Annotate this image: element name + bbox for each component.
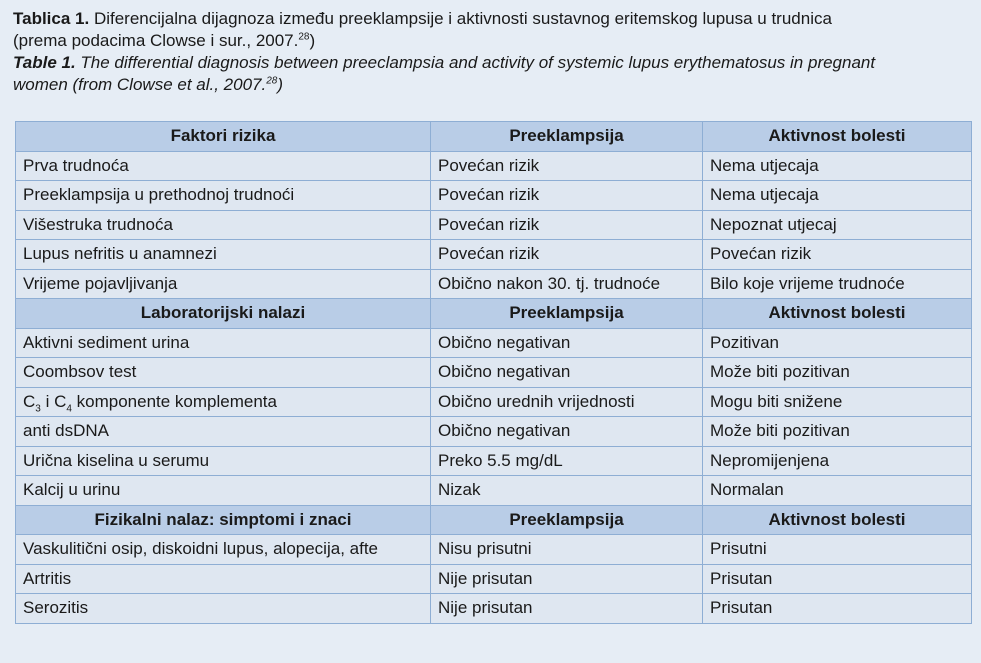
table-cell: Mogu biti snižene bbox=[703, 387, 972, 417]
table-cell: Kalcij u urinu bbox=[16, 476, 431, 506]
caption-english bbox=[13, 52, 973, 74]
caption-hr-ref: 28 bbox=[298, 31, 310, 43]
column-header-preeklampsija: Preeklampsija bbox=[431, 122, 703, 152]
column-header-aktivnost-bolesti: Aktivnost bolesti bbox=[703, 122, 972, 152]
table-cell: Prisutni bbox=[703, 535, 972, 565]
table-row bbox=[16, 387, 972, 417]
table-cell: Pozitivan bbox=[703, 328, 972, 358]
table-cell: Aktivni sediment urina bbox=[16, 328, 431, 358]
table-cell-complement bbox=[16, 387, 431, 417]
column-header-faktori-rizika: Faktori rizika bbox=[16, 122, 431, 152]
table-body bbox=[16, 122, 972, 624]
table-row bbox=[16, 240, 972, 270]
complement-text-part: i C bbox=[40, 391, 67, 411]
table-row bbox=[16, 476, 972, 506]
caption-english-source bbox=[13, 74, 973, 96]
caption-croatian bbox=[13, 8, 973, 30]
table-cell: Preko 5.5 mg/dL bbox=[431, 446, 703, 476]
caption-hr-text2: (prema podacima Clowse i sur., 2007. bbox=[13, 31, 299, 50]
differential-diagnosis-table bbox=[15, 121, 972, 624]
table-cell: Obično negativan bbox=[431, 358, 703, 388]
table-cell: Obično urednih vrijednosti bbox=[431, 387, 703, 417]
section-header-row bbox=[16, 505, 972, 535]
table-cell: Vrijeme pojavljivanja bbox=[16, 269, 431, 299]
table-cell: Nizak bbox=[431, 476, 703, 506]
caption-en-text: The differential diagnosis between preeclampsia and activity of systemic lupus erythematosus in pregnant bbox=[75, 53, 876, 72]
table-row bbox=[16, 358, 972, 388]
table-cell: Prisutan bbox=[703, 594, 972, 624]
table-row bbox=[16, 328, 972, 358]
table-cell: Povećan rizik bbox=[431, 210, 703, 240]
table-row bbox=[16, 594, 972, 624]
column-header-aktivnost-bolesti: Aktivnost bolesti bbox=[703, 299, 972, 329]
table-cell: Obično negativan bbox=[431, 328, 703, 358]
complement-text-part: C bbox=[23, 391, 36, 411]
table-cell: Coombsov test bbox=[16, 358, 431, 388]
column-header-preeklampsija: Preeklampsija bbox=[431, 299, 703, 329]
table-cell: Povećan rizik bbox=[431, 151, 703, 181]
table-row bbox=[16, 210, 972, 240]
table-cell: Može biti pozitivan bbox=[703, 417, 972, 447]
section-header-row bbox=[16, 299, 972, 329]
table-row bbox=[16, 181, 972, 211]
table-row bbox=[16, 446, 972, 476]
caption-hr-text: Diferencijalna dijagnoza između preeklampsije i aktivnosti sustavnog eritemskog lupusa u trudnica bbox=[89, 9, 832, 28]
table-cell: Obično negativan bbox=[431, 417, 703, 447]
table-cell: Lupus nefritis u anamnezi bbox=[16, 240, 431, 270]
table-cell: Povećan rizik bbox=[431, 240, 703, 270]
caption-en-ref: 28 bbox=[266, 75, 278, 87]
table-row bbox=[16, 151, 972, 181]
caption-hr-label: Tablica 1. bbox=[13, 9, 90, 28]
table-cell: Povećan rizik bbox=[431, 181, 703, 211]
table-cell: Prisutan bbox=[703, 564, 972, 594]
table-cell: Obično nakon 30. tj. trudnoće bbox=[431, 269, 703, 299]
table-cell: Bilo koje vrijeme trudnoće bbox=[703, 269, 972, 299]
table-cell: Nisu prisutni bbox=[431, 535, 703, 565]
complement-text-part: komponente komplementa bbox=[71, 391, 277, 411]
caption-croatian-source bbox=[13, 30, 973, 52]
table-cell: Preeklampsija u prethodnoj trudnoći bbox=[16, 181, 431, 211]
table-cell: Nepoznat utjecaj bbox=[703, 210, 972, 240]
table-cell: Normalan bbox=[703, 476, 972, 506]
table-cell: Nije prisutan bbox=[431, 594, 703, 624]
table-cell: Urična kiselina u serumu bbox=[16, 446, 431, 476]
column-header-aktivnost-bolesti: Aktivnost bolesti bbox=[703, 505, 972, 535]
table-cell: Povećan rizik bbox=[703, 240, 972, 270]
caption-en-text2: women (from Clowse et al., 2007. bbox=[13, 75, 267, 94]
table-cell: Vaskulitični osip, diskoidni lupus, alopecija, afte bbox=[16, 535, 431, 565]
table-cell: Nepromijenjena bbox=[703, 446, 972, 476]
table-row bbox=[16, 535, 972, 565]
column-header-preeklampsija: Preeklampsija bbox=[431, 505, 703, 535]
table-cell: Serozitis bbox=[16, 594, 431, 624]
complement-text-part: 4 bbox=[66, 403, 72, 415]
table-cell: Prva trudnoća bbox=[16, 151, 431, 181]
caption-hr-close: ) bbox=[309, 31, 316, 50]
table-cell: Može biti pozitivan bbox=[703, 358, 972, 388]
caption-en-close: ) bbox=[277, 75, 284, 94]
complement-text-part: 3 bbox=[35, 403, 41, 415]
table-cell: anti dsDNA bbox=[16, 417, 431, 447]
table-row bbox=[16, 417, 972, 447]
table-cell: Nema utjecaja bbox=[703, 151, 972, 181]
table-cell: Nije prisutan bbox=[431, 564, 703, 594]
section-header-row bbox=[16, 122, 972, 152]
table-row bbox=[16, 269, 972, 299]
table-cell: Višestruka trudnoća bbox=[16, 210, 431, 240]
caption-en-label: Table 1. bbox=[13, 53, 76, 72]
table-row bbox=[16, 564, 972, 594]
table-caption bbox=[13, 8, 973, 96]
table-cell: Nema utjecaja bbox=[703, 181, 972, 211]
column-header-fizikalni-nalaz-simptomi-i-znaci: Fizikalni nalaz: simptomi i znaci bbox=[16, 505, 431, 535]
column-header-laboratorijski-nalazi: Laboratorijski nalazi bbox=[16, 299, 431, 329]
table-cell: Artritis bbox=[16, 564, 431, 594]
